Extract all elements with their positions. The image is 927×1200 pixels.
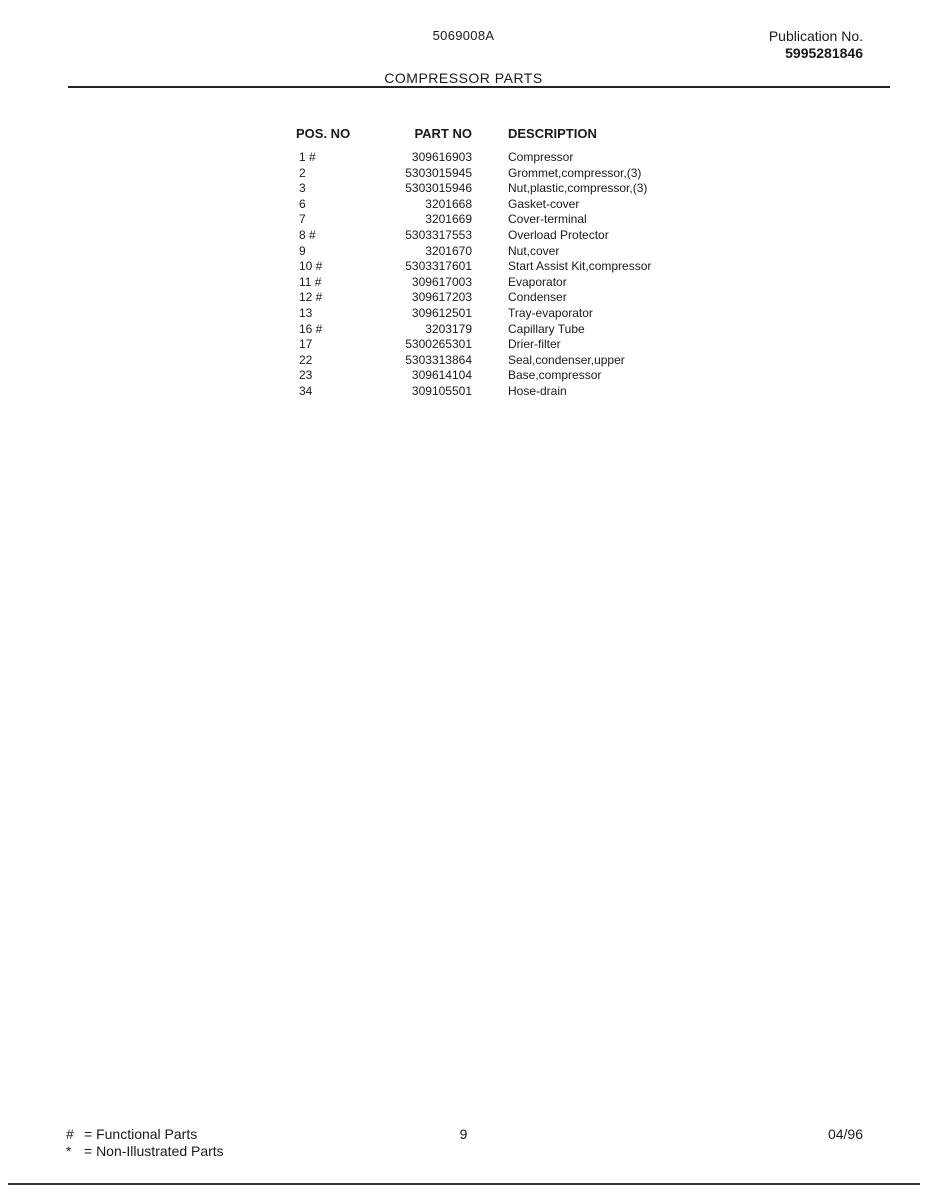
part-number-cell: 5300265301 (405, 337, 472, 352)
table-header (296, 126, 672, 146)
description-cell: Overload Protector (508, 227, 609, 242)
pos-cell: 3 (299, 181, 306, 196)
legend-symbol: * (66, 1143, 72, 1159)
part-number-cell: 309616903 (411, 150, 472, 164)
pos-cell: 8 # (299, 227, 316, 242)
parts-table (296, 126, 672, 400)
part-number-cell: 5303317553 (405, 227, 472, 242)
publication-number: 5995281846 (785, 45, 863, 61)
table-row (296, 353, 672, 369)
section-title: COMPRESSOR PARTS (384, 70, 543, 86)
description-cell: Condenser (508, 290, 567, 305)
table-row (296, 275, 672, 291)
part-number-cell: 309612501 (411, 305, 472, 320)
pos-cell: 34 (299, 383, 313, 398)
description-cell: Hose-drain (508, 383, 567, 398)
description-cell: Start Assist Kit,compressor (508, 259, 652, 274)
description-cell: Gasket-cover (508, 196, 580, 211)
description-cell: Grommet,compressor,(3) (508, 165, 642, 180)
legend-symbol: # (66, 1126, 74, 1142)
pos-cell: 1 # (299, 150, 316, 164)
pos-cell: 23 (299, 368, 313, 383)
pos-cell: 22 (299, 352, 313, 367)
model-number: 5069008A (432, 28, 495, 43)
page-number: 9 (459, 1126, 468, 1142)
description-cell: Evaporator (508, 274, 567, 289)
publication-info (769, 28, 863, 62)
pos-cell: 16 # (299, 321, 323, 336)
description-cell: Drier-filter (508, 337, 561, 352)
header-divider (68, 86, 890, 88)
table-body (296, 150, 672, 400)
table-row (296, 150, 672, 166)
table-row (296, 244, 672, 260)
pos-cell: 13 (299, 305, 313, 320)
part-number-cell: 3203179 (425, 321, 472, 336)
table-row (296, 181, 672, 197)
table-row (296, 166, 672, 182)
part-number-cell: 309614104 (411, 368, 472, 383)
description-cell: Nut,cover (508, 243, 560, 258)
pos-cell: 10 # (299, 259, 323, 274)
description-cell: Compressor (508, 150, 574, 164)
pos-cell: 11 # (299, 274, 322, 289)
description-cell: Tray-evaporator (508, 305, 593, 320)
pos-cell: 17 (299, 337, 313, 352)
table-row (296, 259, 672, 275)
table-row (296, 290, 672, 306)
table-row (296, 197, 672, 213)
description-cell: Seal,condenser,upper (508, 352, 625, 367)
part-number-cell: 5303015945 (405, 165, 472, 180)
table-row (296, 306, 672, 322)
footer-divider (8, 1183, 920, 1185)
publication-label: Publication No. (768, 28, 863, 44)
part-number-cell: 3201669 (425, 212, 472, 227)
part-number-cell: 309617003 (411, 274, 472, 289)
description-cell: Cover-terminal (508, 212, 587, 227)
pos-cell: 7 (299, 212, 306, 227)
part-number-cell: 5303317601 (405, 259, 472, 274)
part-number-cell: 5303015946 (405, 181, 472, 196)
table-row (296, 228, 672, 244)
table-row (296, 368, 672, 384)
part-number-cell: 309617203 (411, 290, 472, 305)
revision-date: 04/96 (827, 1126, 863, 1142)
part-number-cell: 3201670 (425, 243, 472, 258)
column-header-description: DESCRIPTION (508, 126, 597, 141)
pos-cell: 6 (299, 196, 306, 211)
part-number-cell: 5303313864 (405, 352, 472, 367)
column-header-pos: POS. NO (296, 126, 351, 141)
legend-item-non-illustrated (66, 1143, 224, 1160)
description-cell: Base,compressor (508, 368, 602, 383)
table-row (296, 337, 672, 353)
part-number-cell: 309105501 (411, 383, 472, 398)
pos-cell: 12 # (299, 290, 323, 305)
legend-text: = Non-Illustrated Parts (84, 1143, 224, 1159)
pos-cell: 9 (299, 243, 306, 258)
table-row (296, 384, 672, 400)
description-cell: Capillary Tube (508, 321, 585, 336)
pos-cell: 2 (299, 165, 306, 180)
part-number-cell: 3201668 (425, 196, 472, 211)
table-row (296, 322, 672, 338)
legend-text: = Functional Parts (84, 1126, 198, 1142)
description-cell: Nut,plastic,compressor,(3) (508, 181, 648, 196)
column-header-part: PART NO (414, 126, 472, 141)
table-row (296, 212, 672, 228)
